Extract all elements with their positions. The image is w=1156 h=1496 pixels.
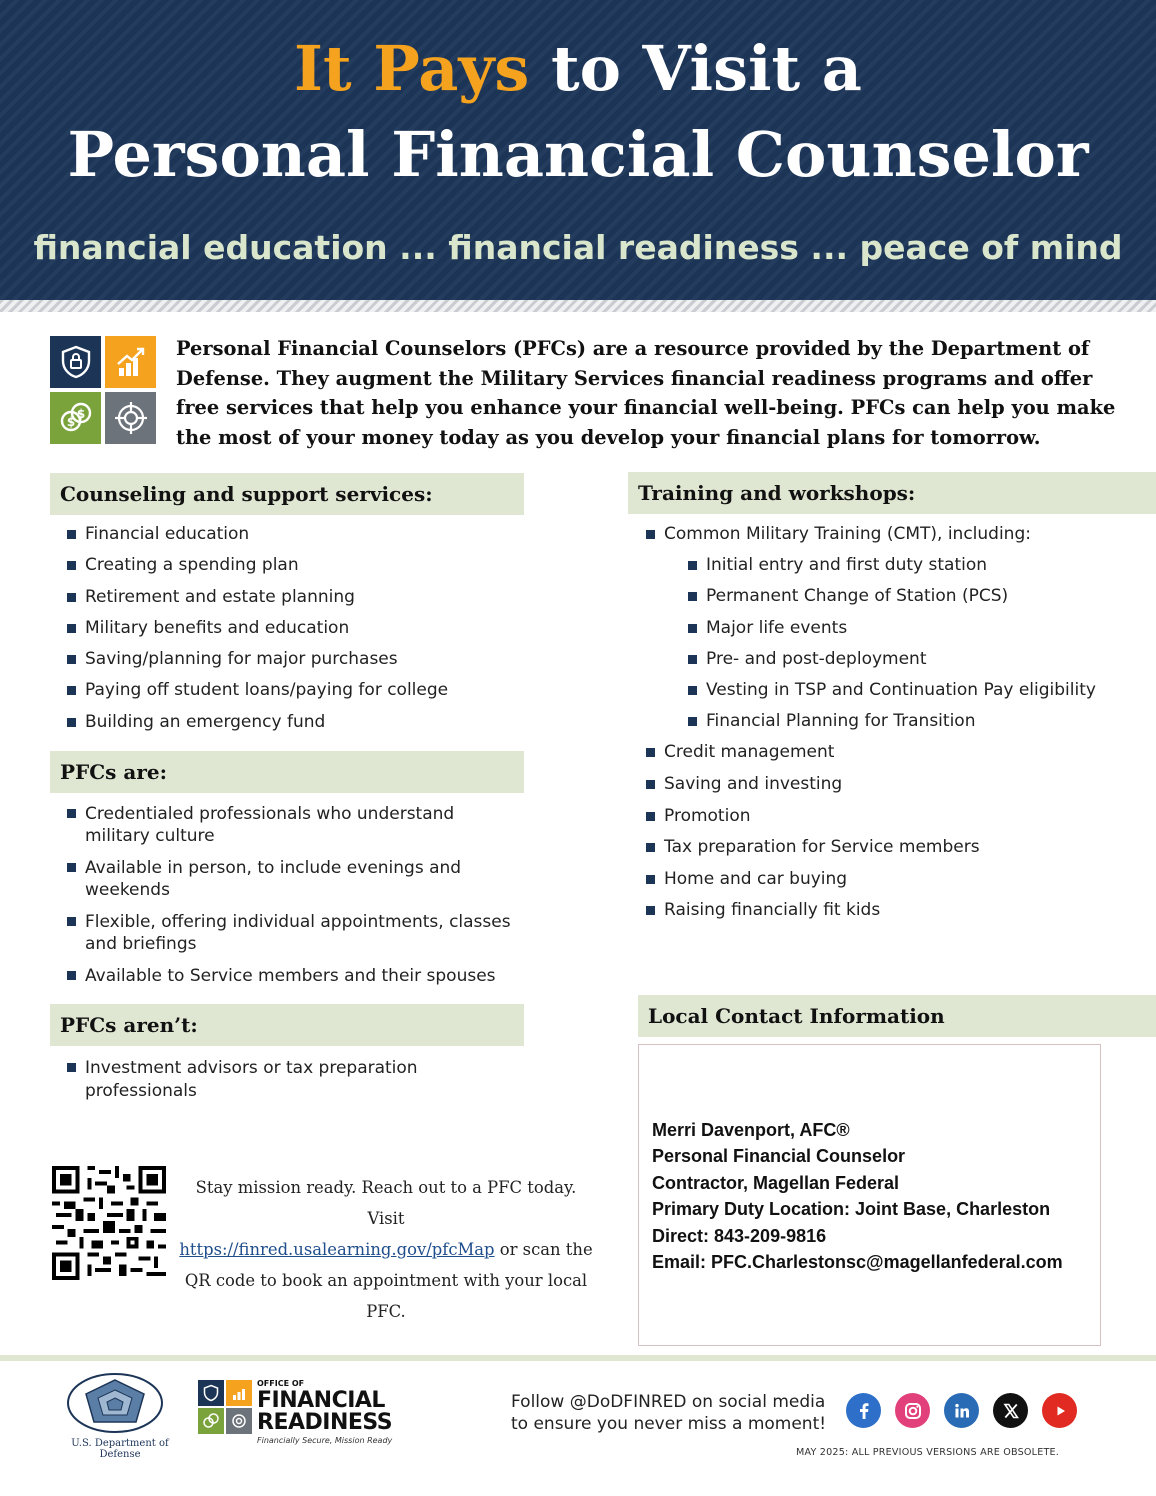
list-item: Available in person, to include evenings and weekends [67,857,512,911]
list-item: Promotion [646,806,1126,838]
cta-text [176,1172,596,1327]
list-item: Home and car buying [646,869,1126,901]
follow-line2: to ensure you never miss a moment! [511,1414,827,1434]
cta-line1: Stay mission ready. Reach out to a PFC today. Visit [195,1178,577,1228]
ofr-financial-label: FINANCIAL [257,1388,385,1413]
cta-line3: QR code to book an appointment with your local [184,1271,588,1290]
list-item: Financial education [67,524,517,555]
pfcs-are-section-header [50,751,524,793]
counseling-section-header [50,473,524,515]
training-list [646,524,1126,932]
page-title-line2: Personal Financial Counselor [67,118,1089,191]
svg-text:$: $ [76,407,85,421]
list-item: Tax preparation for Service members [646,837,1126,869]
sub-list-item: Financial Planning for Transition [646,711,1126,742]
pfc-map-link[interactable]: https://finred.usalearning.gov/pfcMap [179,1240,495,1259]
ofr-readiness-label: READINESS [257,1410,393,1435]
contact-phone[interactable]: Direct: 843-209-9816 [652,1225,827,1246]
ofr-logo-tiles [198,1380,252,1434]
coins-icon [198,1408,224,1434]
contact-employer: Contractor, Magellan Federal [652,1172,900,1193]
sub-list-item: Pre- and post-deployment [646,649,1126,680]
list-item: Raising financially fit kids [646,900,1126,932]
list-item: Creating a spending plan [67,555,517,586]
svg-text:$: $ [66,415,75,429]
coins-icon [50,392,101,444]
shield-lock-icon [50,336,101,388]
cta-line2 [176,1234,596,1265]
finred-logo-grid [50,336,156,444]
list-item: Saving/planning for major purchases [67,649,517,680]
tagline: financial education ... financial readiness ... peace of mind [33,228,1123,267]
contact-title: Personal Financial Counselor [652,1146,906,1167]
counseling-list [67,524,517,743]
list-item: Flexible, offering individual appointments, classes and briefings [67,911,512,965]
contact-section-header [638,995,1156,1037]
social-follow-text [511,1391,826,1435]
version-notice: MAY 2025: ALL PREVIOUS VERSIONS ARE OBSOLETE. [796,1447,1060,1458]
title-accent: It Pays [294,32,530,105]
contact-email[interactable]: Email: PFC.Charlestonsc@magellanfederal.com [652,1252,1063,1273]
page-title-line1 [0,32,1156,105]
sub-list-item: Initial entry and first duty station [646,555,1126,586]
growth-chart-icon [226,1380,252,1406]
cta-line2-after: or scan the [494,1240,593,1259]
header-banner [0,0,1156,300]
list-item-cmt: Common Military Training (CMT), including: [646,524,1126,555]
counseling-heading: Counseling and support services: [60,482,433,506]
list-item: Credit management [646,742,1126,774]
pfcs-are-list [67,803,512,995]
contact-name: Merri Davenport, AFC® [652,1120,850,1140]
instagram-icon[interactable] [895,1393,930,1428]
ofr-tagline: Financially Secure, Mission Ready [257,1436,393,1445]
footer-divider [0,1355,1156,1361]
training-heading: Training and workshops: [638,481,916,505]
pentagon-seal-icon [66,1372,164,1434]
shield-lock-icon [198,1380,224,1406]
title-rest: to Visit a [550,32,862,105]
list-item: Paying off student loans/paying for college [67,680,517,711]
cta-line4: PFC. [366,1302,406,1321]
pfcs-arent-list [67,1057,447,1103]
intro-paragraph: Personal Financial Counselors (PFCs) are a resource provided by the Department of Defense. They augment the Military Services financial readiness programs and offer free services that help you enhance your financial well-being. PFCs can help you make the most of your money today as you develop your financial plans for tomorrow. [176,337,1116,449]
header-stripe-divider [0,300,1156,312]
training-section-header [628,472,1156,514]
facebook-icon[interactable] [846,1393,881,1428]
target-icon [226,1408,252,1434]
qr-code-icon[interactable] [52,1166,166,1280]
dod-label: U.S. Department of Defense [71,1438,169,1460]
youtube-icon[interactable] [1042,1393,1077,1428]
ofr-office-label: OFFICE OF [257,1379,305,1388]
contact-details [652,1117,1063,1275]
list-item: Investment advisors or tax preparation professionals [67,1057,447,1103]
target-icon [105,392,156,444]
pfcs-arent-heading: PFCs aren’t: [60,1013,198,1037]
contact-heading: Local Contact Information [648,1004,945,1028]
sub-list-item: Permanent Change of Station (PCS) [646,586,1126,617]
list-item: Available to Service members and their spouses [67,965,512,995]
growth-chart-icon [105,336,156,388]
x-icon[interactable] [993,1393,1028,1428]
sub-list-item: Vesting in TSP and Continuation Pay eligibility [646,680,1126,711]
contact-location: Primary Duty Location: Joint Base, Charleston [652,1199,1051,1220]
list-item: Retirement and estate planning [67,587,517,618]
list-item: Building an emergency fund [67,712,517,743]
linkedin-icon[interactable] [944,1393,979,1428]
pfcs-are-heading: PFCs are: [60,760,167,784]
pfcs-arent-section-header [50,1004,524,1046]
sub-list-item: Major life events [646,618,1126,649]
list-item: Saving and investing [646,774,1126,806]
social-links [846,1393,1077,1428]
list-item: Military benefits and education [67,618,517,649]
follow-line1: Follow @DoDFINRED on social media [511,1392,826,1412]
list-item: Credentialed professionals who understand military culture [67,803,512,857]
